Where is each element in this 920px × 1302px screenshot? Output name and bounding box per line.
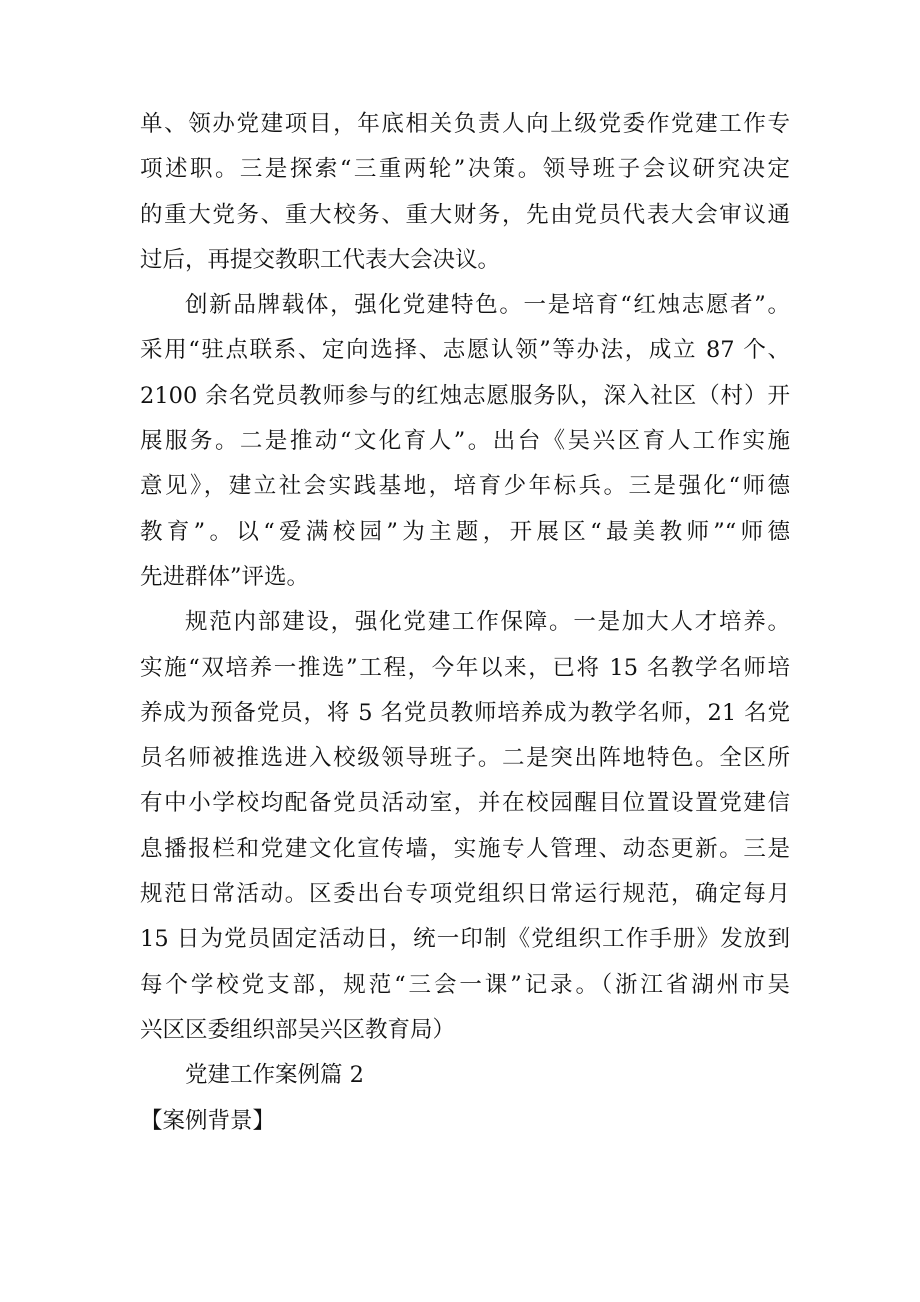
text-line: 兴区区委组织部吴兴区教育局）: [140, 1016, 456, 1043]
section-title: 党建工作案例篇 2: [185, 1062, 364, 1089]
text-line: 员名师被推选进入校级领导班子。二是突出阵地特色。全区所: [140, 745, 790, 772]
paragraph-brand-innovation: [140, 283, 790, 600]
text-line: 15 日为党员固定活动日，统一印制《党组织工作手册》发放到: [140, 926, 790, 953]
subheading-case-background: [140, 1099, 790, 1144]
text-line: 创新品牌载体，强化党建特色。一是培育“红烛志愿者”。: [185, 292, 790, 319]
text-line: 的重大党务、重大校务、重大财务，先由党员代表大会审议通: [140, 201, 790, 228]
text-line: 先进群体”评选。: [140, 563, 310, 590]
paragraph-party-decision: [140, 102, 790, 283]
text-line: 每个学校党支部，规范“三会一课”记录。（浙江省湖州市吴: [140, 971, 790, 998]
text-line: 有中小学校均配备党员活动室，并在校园醒目位置设置党建信: [140, 790, 790, 817]
text-line: 养成为预备党员，将 5 名党员教师培养成为教学名师，21 名党: [140, 699, 790, 726]
text-line: 采用“驻点联系、定向选择、志愿认领”等办法，成立 87 个、: [140, 337, 790, 364]
text-line: 教育”。以“爱满校园”为主题，开展区“最美教师”“师德: [140, 518, 790, 545]
text-line: 息播报栏和党建文化宣传墙，实施专人管理、动态更新。三是: [140, 835, 790, 862]
text-line: 过后，再提交教职工代表大会决议。: [140, 246, 501, 273]
text-line: 2100 余名党员教师参与的红烛志愿服务队，深入社区（村）开: [140, 382, 790, 409]
text-line: 展服务。二是推动“文化育人”。出台《吴兴区育人工作实施: [140, 428, 790, 455]
text-line: 实施“双培养一推选”工程，今年以来，已将 15 名教学名师培: [140, 654, 790, 681]
text-line: 规范日常活动。区委出台专项党组织日常运行规范，确定每月: [140, 881, 790, 908]
text-line: 单、领办党建项目，年底相关负责人向上级党委作党建工作专: [140, 111, 790, 137]
text-line: 规范内部建设，强化党建工作保障。一是加大人才培养。: [185, 609, 790, 636]
paragraph-internal-construction: [140, 600, 790, 1053]
subheading-title: 【案例背景】: [140, 1107, 276, 1134]
section-heading-case-2: [140, 1053, 790, 1098]
text-line: 项述职。三是探索“三重两轮”决策。领导班子会议研究决定: [140, 156, 790, 183]
text-line: 意见》，建立社会实践基地，培育少年标兵。三是强化“师德: [140, 473, 790, 500]
document-body: [140, 102, 790, 1144]
